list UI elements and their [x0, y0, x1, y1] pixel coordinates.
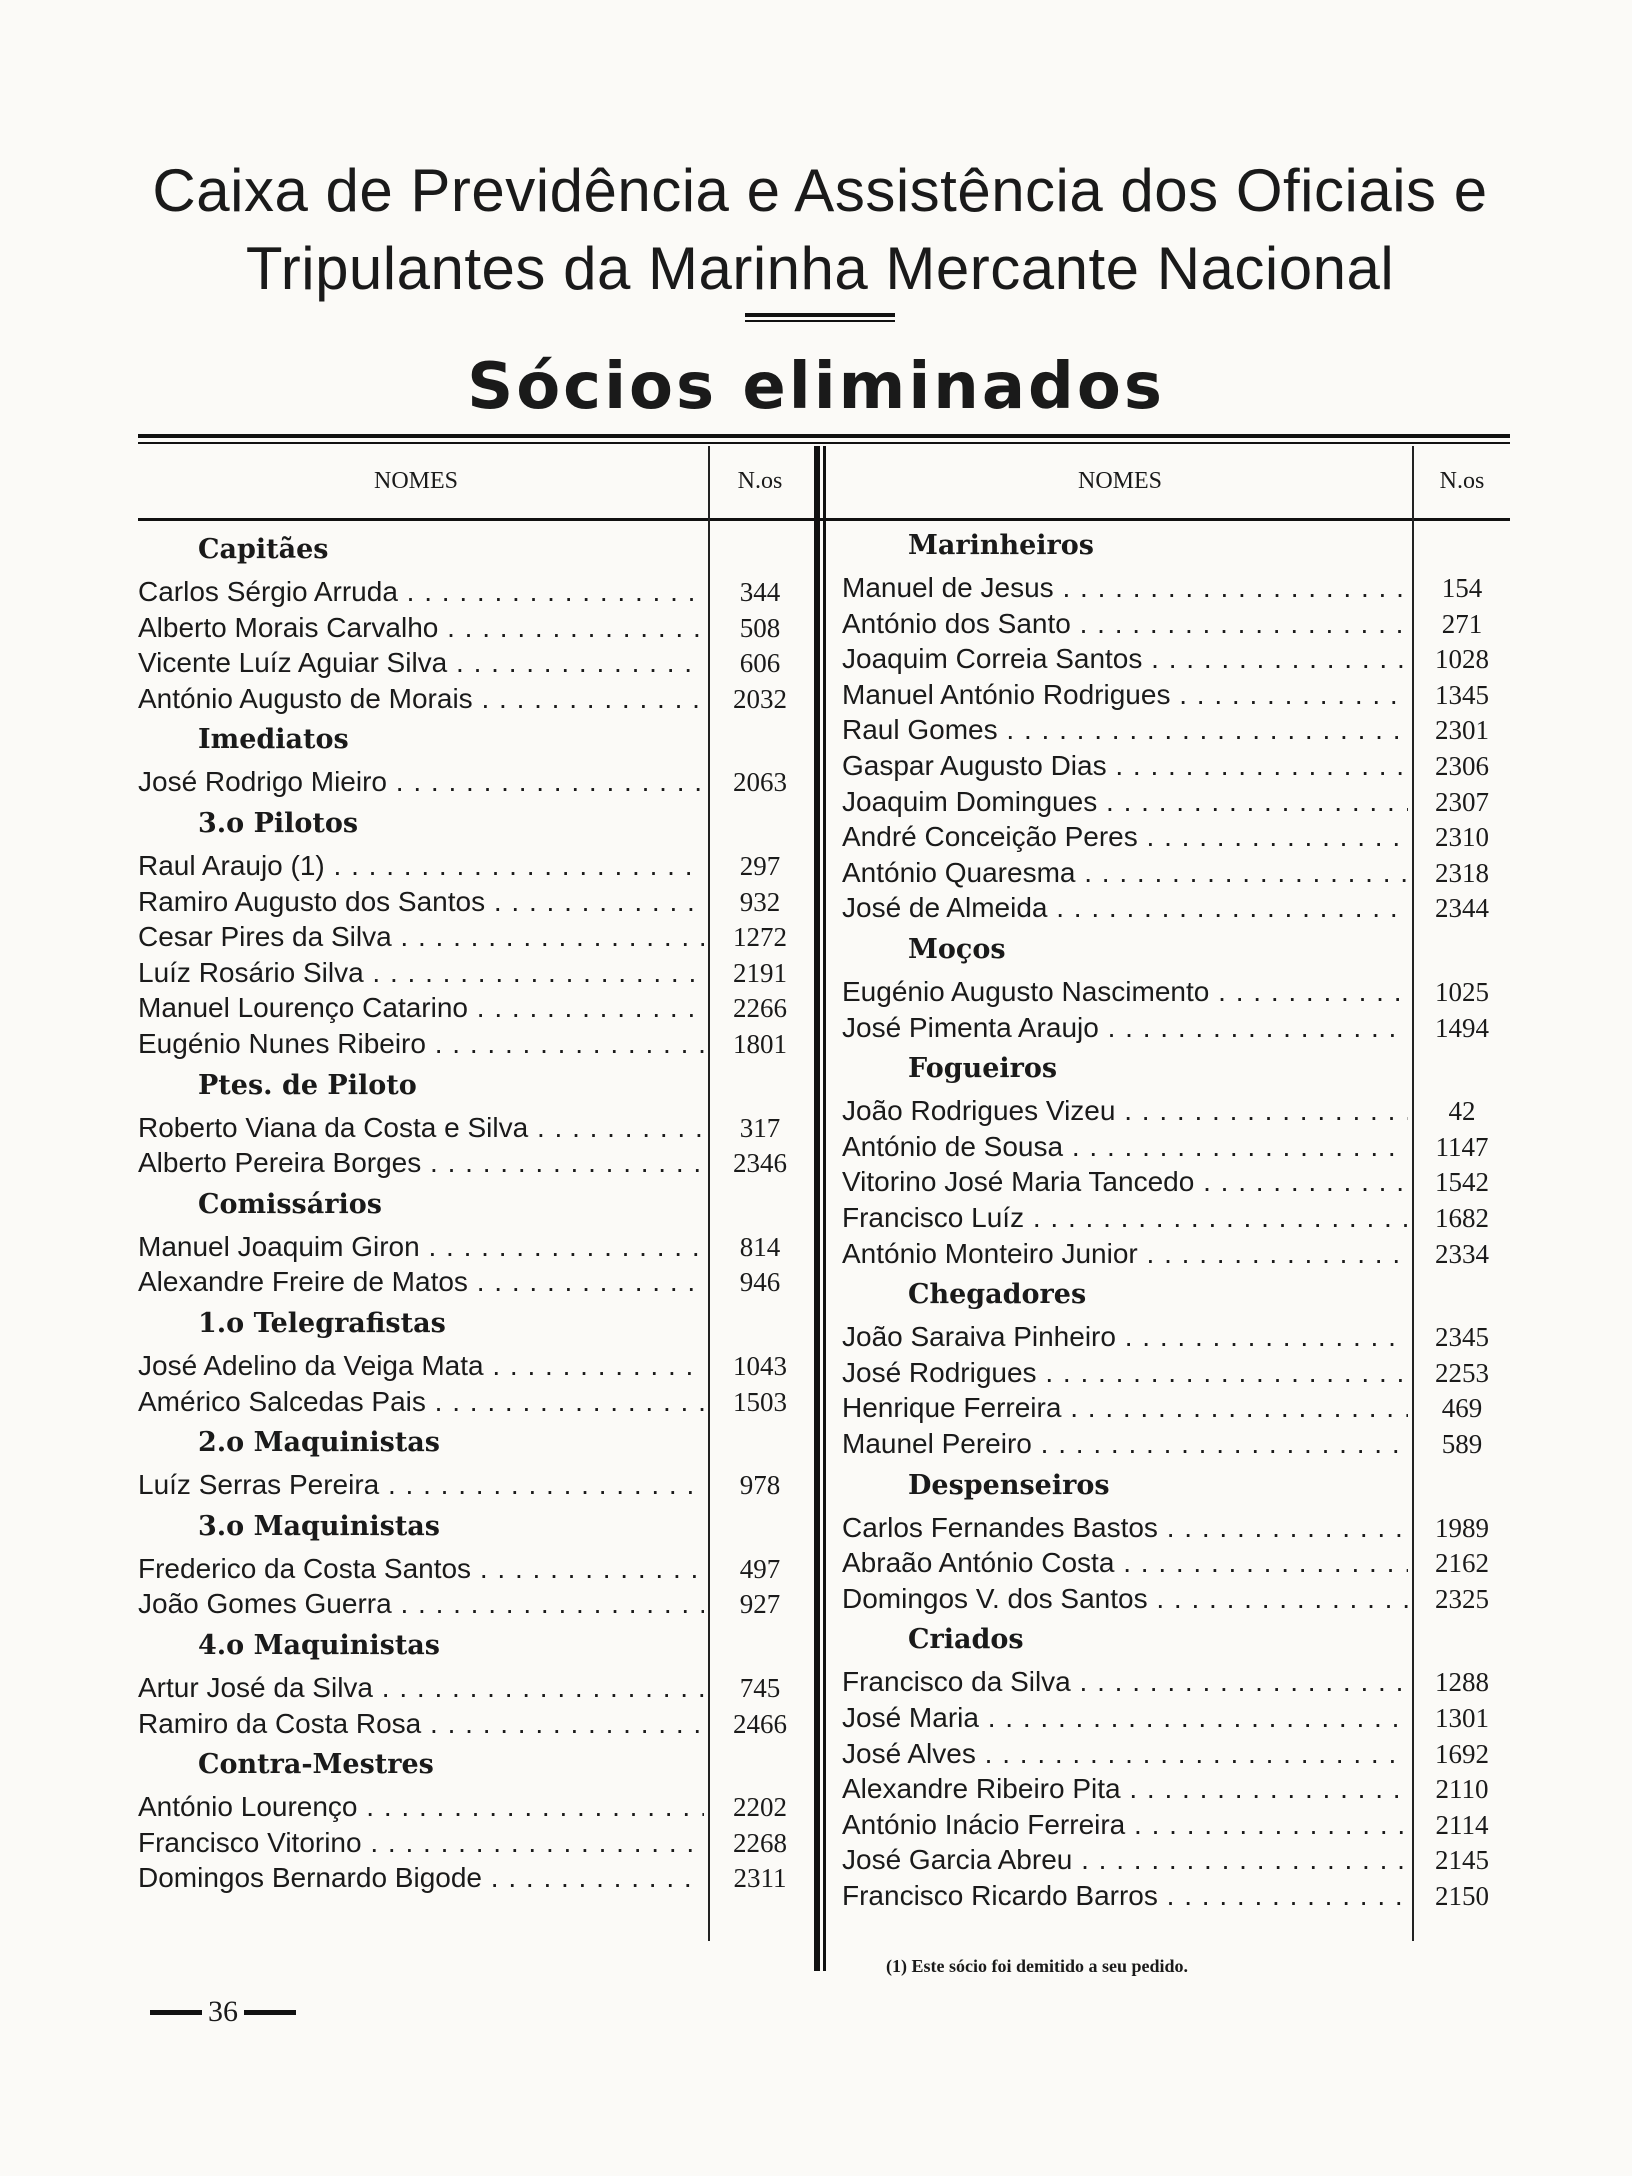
member-row — [842, 1510, 1510, 1546]
member-row — [138, 990, 812, 1026]
member-number: 1542 — [1435, 1167, 1489, 1198]
member-name: Francisco Luíz . . . — [842, 1200, 1408, 1236]
category-heading: 2.o Maquinistas — [198, 1427, 440, 1459]
member-name: Vicente Luíz Aguiar Silva . . . — [138, 645, 704, 681]
member-number: 508 — [739, 612, 781, 643]
member-row — [138, 610, 812, 646]
page-title: Caixa de Previdência e Assistência dos Oficiais e Tripulantes da Marinha Mercante Nacional — [152, 157, 1488, 302]
member-row — [138, 1110, 812, 1146]
member-number: 1989 — [1435, 1512, 1489, 1543]
member-number: 2032 — [733, 683, 787, 714]
members-table — [138, 434, 1510, 1954]
member-row — [138, 1145, 812, 1181]
member-number: 2318 — [1435, 857, 1489, 888]
member-number: 1345 — [1435, 679, 1489, 710]
member-name: António Lourenço . . . — [138, 1789, 704, 1825]
member-row — [842, 1129, 1510, 1165]
member-number: 2145 — [1435, 1845, 1489, 1876]
member-row — [842, 1093, 1510, 1129]
category-heading: 3.o Pilotos — [198, 808, 359, 839]
member-number: 2344 — [1435, 893, 1489, 924]
member-name: José Maria . . . — [842, 1700, 1408, 1736]
member-number: 2311 — [733, 1863, 787, 1894]
member-name: Alberto Pereira Borges . . . — [138, 1145, 704, 1181]
category-heading: 1.o Telegrafistas — [198, 1308, 446, 1339]
footnote: (1) Este sócio foi demitido a seu pedido. — [886, 1956, 1189, 1976]
member-number: 927 — [739, 1589, 781, 1620]
member-name: António Inácio Ferreira . . . — [842, 1807, 1408, 1843]
member-number: 344 — [739, 577, 781, 607]
member-number: 317 — [739, 1112, 781, 1143]
member-row — [842, 606, 1510, 642]
member-row — [138, 1825, 812, 1861]
member-number: 1272 — [733, 922, 787, 953]
member-number: 1503 — [733, 1386, 787, 1417]
member-number: 2191 — [733, 957, 787, 988]
member-row — [842, 1581, 1510, 1617]
left-names-header: NOMES — [373, 468, 458, 494]
member-row — [138, 884, 812, 920]
member-row — [138, 1264, 812, 1300]
member-row — [138, 1670, 812, 1706]
member-number: 932 — [739, 886, 781, 917]
member-row — [138, 1467, 812, 1503]
category-heading: Moços — [908, 934, 1006, 965]
member-name: Abraão António Costa . . . — [842, 1545, 1408, 1581]
member-name: José Rodrigo Mieiro . . . — [138, 764, 704, 800]
member-row — [842, 1700, 1510, 1736]
member-row — [138, 1229, 812, 1265]
member-number: 2346 — [733, 1148, 787, 1179]
member-row — [138, 1789, 812, 1825]
member-number: 497 — [739, 1553, 781, 1584]
category-heading: 4.o Maquinistas — [198, 1630, 440, 1661]
member-number: 2306 — [1435, 751, 1489, 781]
member-row — [842, 1390, 1510, 1426]
member-name: Joaquim Correia Santos . . . — [842, 641, 1408, 677]
member-name: Ramiro da Costa Rosa . . . — [138, 1706, 704, 1742]
member-number: 154 — [1441, 573, 1483, 603]
member-number: 1025 — [1435, 977, 1489, 1007]
member-number: 2310 — [1435, 822, 1489, 853]
member-number: 1043 — [733, 1351, 787, 1381]
category-heading: Ptes. de Piloto — [198, 1069, 417, 1101]
member-row — [842, 819, 1510, 855]
member-row — [138, 1384, 812, 1420]
member-name: Manuel de Jesus . . . — [842, 570, 1408, 606]
member-row — [842, 1842, 1510, 1878]
category-heading: Comissários — [198, 1188, 382, 1220]
member-name: António Monteiro Junior . . . — [842, 1236, 1408, 1272]
member-name: Alexandre Freire de Matos . . . — [138, 1264, 704, 1300]
member-number: 1288 — [1435, 1667, 1489, 1698]
member-number: 469 — [1441, 1393, 1483, 1424]
member-name: Cesar Pires da Silva . . . — [138, 919, 704, 955]
member-row — [842, 641, 1510, 677]
member-number: 946 — [739, 1267, 781, 1298]
member-name: Manuel António Rodrigues . . . — [842, 677, 1408, 713]
member-row — [842, 1200, 1510, 1236]
member-row — [138, 1860, 812, 1896]
member-name: Raul Gomes . . . — [842, 712, 1408, 748]
category-heading: 3.o Maquinistas — [198, 1510, 440, 1542]
member-name: Francisco Vitorino . . . — [138, 1825, 704, 1861]
member-name: Eugénio Nunes Ribeiro . . . — [138, 1026, 704, 1062]
member-row — [842, 974, 1510, 1010]
right-names-header: NOMES — [1077, 468, 1162, 494]
page-number-text: 36 — [208, 1995, 238, 2028]
member-number: 978 — [739, 1470, 781, 1501]
member-number: 2202 — [733, 1792, 787, 1823]
member-name: Carlos Fernandes Bastos . . . — [842, 1510, 1408, 1546]
member-number: 1682 — [1435, 1203, 1489, 1233]
member-row — [842, 1236, 1510, 1272]
member-name: Raul Araujo (1) . . . — [138, 848, 704, 884]
table-top-rule — [138, 434, 1510, 444]
member-name: Henrique Ferreira . . . — [842, 1390, 1408, 1426]
member-number: 2150 — [1435, 1881, 1489, 1911]
member-number: 814 — [739, 1231, 781, 1262]
page-number — [150, 1995, 296, 2029]
member-row — [842, 1664, 1510, 1700]
category-heading: Criados — [908, 1624, 1024, 1656]
member-number: 2114 — [1435, 1809, 1489, 1840]
member-name: Manuel Lourenço Catarino . . . — [138, 990, 704, 1026]
member-row — [842, 1319, 1510, 1355]
member-name: Luíz Rosário Silva . . . — [138, 955, 704, 991]
member-name: Américo Salcedas Pais . . . — [138, 1384, 704, 1420]
category-heading: Imediatos — [198, 724, 349, 756]
member-row — [138, 1706, 812, 1742]
category-heading: Fogueiros — [908, 1053, 1058, 1085]
member-name: José Rodrigues . . . — [842, 1355, 1408, 1391]
member-number: 2268 — [733, 1827, 787, 1858]
member-row — [138, 645, 812, 681]
member-number: 745 — [739, 1673, 781, 1703]
member-row — [842, 890, 1510, 926]
member-name: Gaspar Augusto Dias . . . — [842, 748, 1408, 784]
member-row — [138, 1026, 812, 1062]
member-row — [842, 784, 1510, 820]
category-heading: Marinheiros — [908, 530, 1094, 561]
category-heading: Chegadores — [908, 1279, 1087, 1311]
member-row — [842, 1426, 1510, 1462]
member-name: Carlos Sérgio Arruda . . . — [138, 574, 704, 610]
member-name: Alberto Morais Carvalho . . . — [138, 610, 704, 646]
member-row — [842, 570, 1510, 606]
member-name: Frederico da Costa Santos . . . — [138, 1551, 704, 1587]
member-name: José de Almeida . . . — [842, 890, 1408, 926]
member-name: António dos Santo . . . — [842, 606, 1408, 642]
category-heading: Capitães — [198, 534, 329, 565]
member-row — [842, 712, 1510, 748]
member-name: André Conceição Peres . . . — [842, 819, 1408, 855]
member-name: Domingos Bernardo Bigode . . . — [138, 1860, 704, 1896]
page-number-rule-right — [244, 2010, 296, 2015]
page-number-rule-left — [150, 2010, 202, 2015]
member-row — [138, 1348, 812, 1384]
member-name: João Saraiva Pinheiro . . . — [842, 1319, 1408, 1355]
member-name: Manuel Joaquim Giron . . . — [138, 1229, 704, 1265]
member-row — [138, 919, 812, 955]
member-name: Roberto Viana da Costa e Silva . . . — [138, 1110, 704, 1146]
category-heading: Despenseiros — [908, 1469, 1110, 1501]
member-name: António Augusto de Morais . . . — [138, 681, 704, 717]
page-subtitle: Sócios eliminados — [467, 350, 1165, 424]
member-name: Ramiro Augusto dos Santos . . . — [138, 884, 704, 920]
member-number: 2334 — [1435, 1238, 1489, 1269]
member-name: Eugénio Augusto Nascimento . . . — [842, 974, 1408, 1010]
member-number: 2325 — [1435, 1583, 1489, 1614]
member-row — [842, 1736, 1510, 1772]
member-number: 606 — [739, 648, 781, 679]
member-number: 2063 — [733, 767, 787, 798]
member-name: José Pimenta Araujo . . . — [842, 1010, 1408, 1046]
member-row — [138, 681, 812, 717]
member-row — [138, 1586, 812, 1622]
member-name: Alexandre Ribeiro Pita . . . — [842, 1771, 1408, 1807]
member-name: Domingos V. dos Santos . . . — [842, 1581, 1408, 1617]
member-name: Joaquim Domingues . . . — [842, 784, 1408, 820]
member-row — [138, 848, 812, 884]
member-row — [842, 1878, 1510, 1914]
center-column-divider — [814, 446, 826, 1971]
member-row — [842, 1355, 1510, 1391]
member-number: 2253 — [1435, 1357, 1489, 1388]
member-name: José Garcia Abreu . . . — [842, 1842, 1408, 1878]
member-name: Luíz Serras Pereira . . . — [138, 1467, 704, 1503]
member-name: José Alves . . . — [842, 1736, 1408, 1772]
member-row — [842, 855, 1510, 891]
member-number: 589 — [1441, 1429, 1483, 1459]
title-rule — [745, 313, 895, 322]
left-number-header: N.os — [737, 468, 783, 494]
member-number: 297 — [739, 851, 781, 881]
member-name: José Adelino da Veiga Mata . . . — [138, 1348, 704, 1384]
member-row — [138, 1551, 812, 1587]
member-number: 2266 — [733, 993, 787, 1024]
member-row — [138, 764, 812, 800]
member-row — [842, 748, 1510, 784]
member-name: António de Sousa . . . — [842, 1129, 1408, 1165]
member-name: António Quaresma . . . — [842, 855, 1408, 891]
member-name: Maunel Pereiro . . . — [842, 1426, 1408, 1462]
member-number: 1692 — [1435, 1738, 1489, 1769]
member-number: 2345 — [1435, 1322, 1489, 1353]
member-row — [842, 677, 1510, 713]
member-number: 2466 — [733, 1708, 787, 1739]
member-name: Francisco da Silva . . . — [842, 1664, 1408, 1700]
member-row — [138, 574, 812, 610]
member-name: Francisco Ricardo Barros . . . — [842, 1878, 1408, 1914]
member-row — [842, 1771, 1510, 1807]
member-name: Artur José da Silva . . . — [138, 1670, 704, 1706]
right-number-header: N.os — [1439, 468, 1485, 494]
member-number: 2307 — [1435, 786, 1489, 817]
member-row — [842, 1010, 1510, 1046]
member-row — [842, 1164, 1510, 1200]
member-row — [138, 955, 812, 991]
member-row — [842, 1807, 1510, 1843]
member-number: 42 — [1448, 1096, 1476, 1127]
member-name: João Gomes Guerra . . . — [138, 1586, 704, 1622]
member-number: 2162 — [1435, 1548, 1489, 1579]
member-number: 1494 — [1435, 1012, 1489, 1043]
member-number: 1801 — [733, 1029, 787, 1059]
member-number: 271 — [1441, 608, 1483, 639]
member-number: 1147 — [1435, 1131, 1489, 1162]
member-name: Vitorino José Maria Tancedo . . . — [842, 1164, 1408, 1200]
member-row — [842, 1545, 1510, 1581]
member-name: João Rodrigues Vizeu . . . — [842, 1093, 1408, 1129]
member-number: 2110 — [1435, 1774, 1489, 1805]
member-number: 2301 — [1435, 715, 1489, 746]
category-heading: Contra-Mestres — [198, 1749, 434, 1781]
member-number: 1301 — [1435, 1703, 1489, 1733]
member-number: 1028 — [1435, 644, 1489, 675]
